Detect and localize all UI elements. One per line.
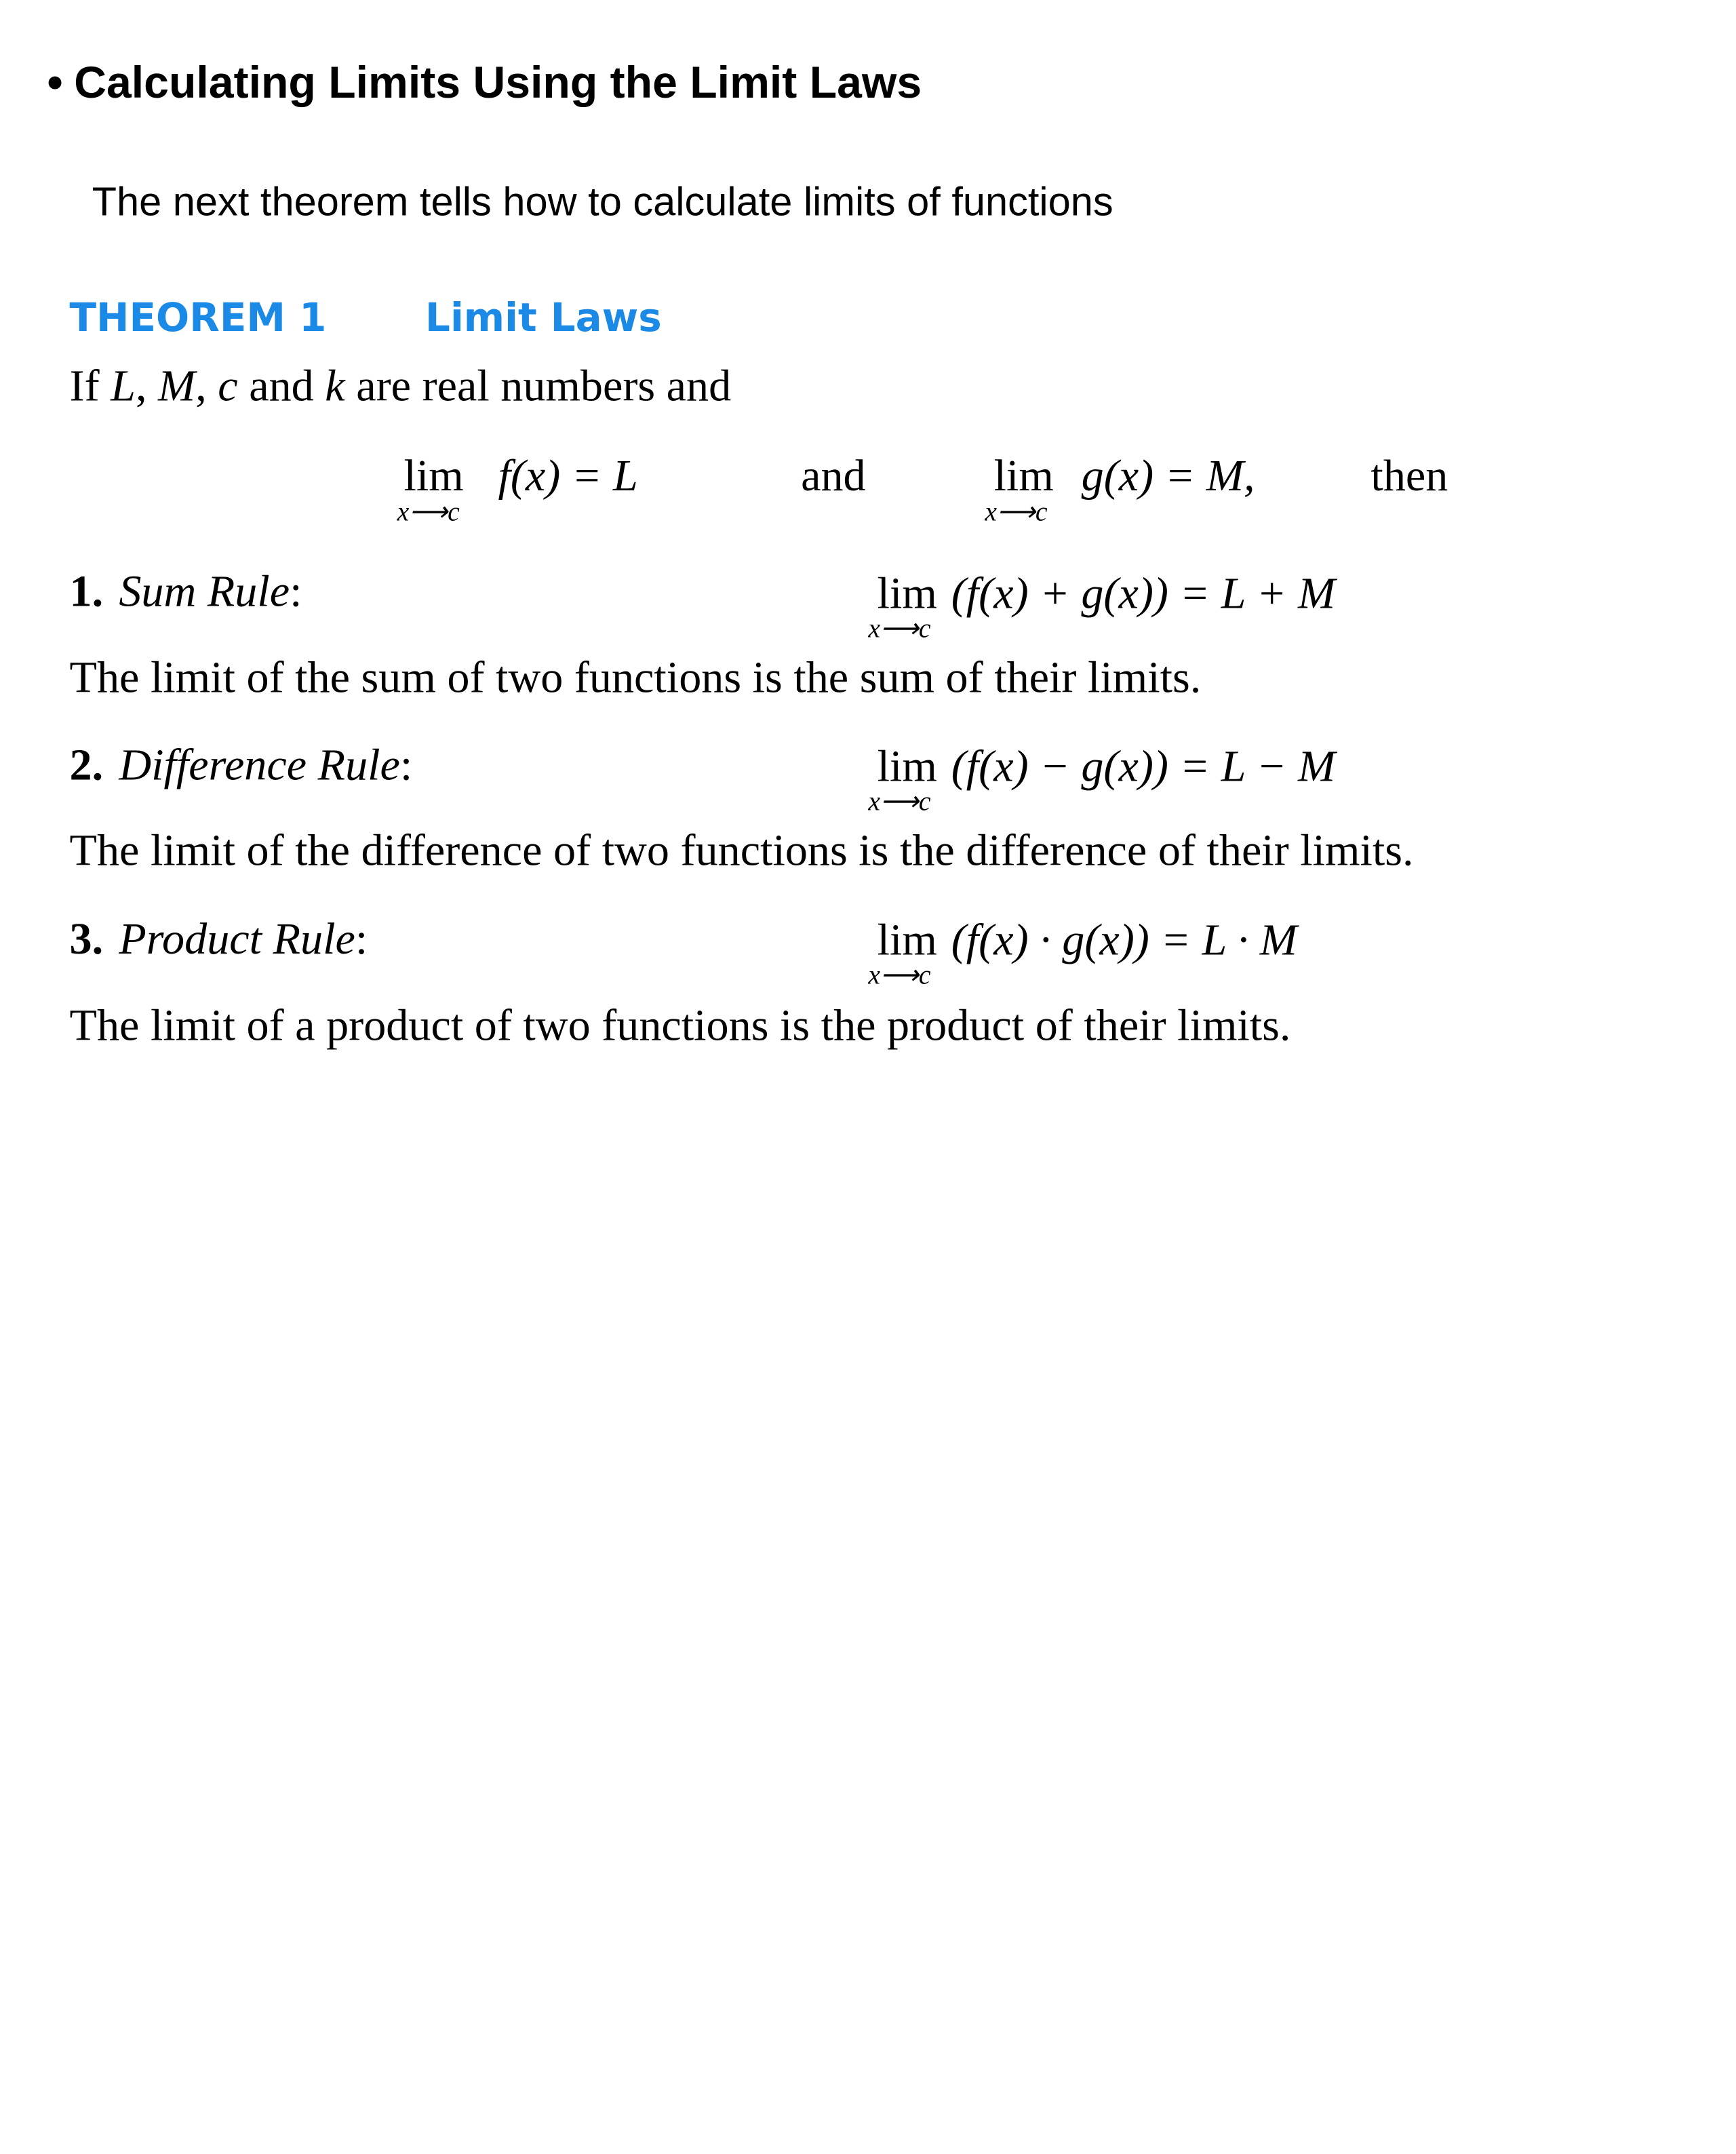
theorem-title: Limit Laws [425,296,662,341]
rule-description: The limit of a product of two functions is the product of their limits. [69,999,1291,1051]
rule-formula: (f(x) + g(x)) = L + M [951,568,1336,619]
hypothesis-sep: , [195,359,218,411]
rule-name: Sum Rule [119,565,290,616]
lim-word: lim [877,740,937,791]
rule-description: The limit of the sum of two functions is the sum of their limits. [69,652,1202,703]
hypothesis-sep: , [135,359,159,411]
var-c: c [218,359,238,411]
theorem-hypothesis [70,359,732,412]
rule-name: Product Rule [119,913,355,964]
given-left-expression: f(x) = L [498,450,638,501]
lim-word: lim [993,450,1054,501]
rule-name: Difference Rule [119,739,400,790]
then-word: then [1370,450,1448,501]
hypothesis-sep: and [237,359,326,411]
rule-colon: : [399,739,413,790]
rule-formula: (f(x) − g(x)) = L − M [951,740,1336,791]
var-k: k [325,359,345,411]
rule-formula: (f(x) · g(x)) = L · M [951,914,1297,965]
rule-colon: : [290,565,302,616]
theorem-header [70,294,662,343]
rule-title [70,738,413,791]
and-word: and [801,450,866,501]
lim-subscript: x⟶c [397,498,460,528]
heading-text: Calculating Limits Using the Limit Laws [74,58,922,108]
lim-word: lim [877,914,937,965]
lim-word: lim [403,450,464,501]
var-L: L [111,359,136,411]
lim-subscript: x⟶c [985,498,1048,528]
lim-word: lim [877,568,937,619]
theorem-label: THEOREM 1 [69,296,327,341]
bullet-icon: • [47,58,63,108]
rule-title [70,564,302,618]
rule-number: 2. [69,739,104,790]
rule-colon: : [355,913,368,964]
lim-subscript: x⟶c [868,961,931,991]
lim-subscript: x⟶c [868,614,931,644]
rule-number: 3. [69,913,104,964]
var-M: M [158,359,196,411]
rule-description: The limit of the difference of two functions is the difference of their limits. [69,824,1414,876]
rule-number: 1. [69,565,104,616]
slide-heading [47,54,922,112]
given-right-expression: g(x) = M, [1081,450,1255,501]
intro-text: The next theorem tells how to calculate limits of functions [92,178,1113,224]
hypothesis-suffix: are real numbers and [344,359,732,411]
hypothesis-prefix: If [69,359,111,411]
rule-title [70,912,368,966]
lim-subscript: x⟶c [868,787,931,817]
